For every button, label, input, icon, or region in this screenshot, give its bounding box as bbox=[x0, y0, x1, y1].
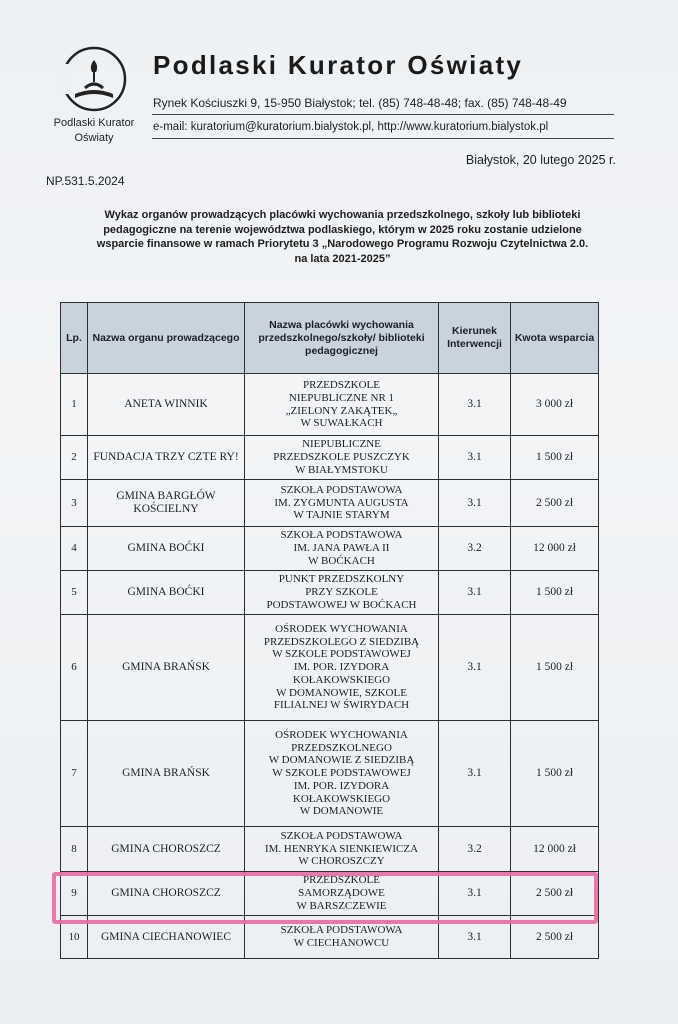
col-header-amount: Kwota wsparcia bbox=[511, 303, 599, 374]
header-rule-bottom bbox=[152, 138, 614, 139]
direction-cell: 3.1 bbox=[439, 872, 511, 916]
institution-name-cell: OŚRODEK WYCHOWANIA PRZEDSZKOLNEGO W DOMANOWIE Z SIEDZIBĄ W SZKOLE PODSTAWOWEJ IM. POR. IZYDORA KOŁAKOWSKIEGO W DOMANOWIE bbox=[245, 721, 439, 827]
organ-name-cell: GMINA CHOROSZCZ bbox=[88, 827, 245, 872]
direction-cell: 3.2 bbox=[439, 527, 511, 571]
col-header-institution: Nazwa placówki wychowania przedszkolnego/szkoły/ biblioteki pedagogicznej bbox=[245, 303, 439, 374]
contact-line: e-mail: kuratorium@kuratorium.bialystok.pl, http://www.kuratorium.bialystok.pl bbox=[153, 121, 549, 133]
heading-line: wsparcie finansowe w ramach Priorytetu 3 „Narodowego Programu Rozwoju Czytelnictwa 2.0. bbox=[96, 238, 589, 250]
org-title: Podlaski Kurator Oświaty bbox=[153, 50, 524, 80]
direction-cell: 3.1 bbox=[439, 571, 511, 615]
row-number-cell: 2 bbox=[61, 436, 88, 480]
table-row bbox=[61, 721, 599, 827]
col-header-organ: Nazwa organu prowadzącego bbox=[88, 303, 245, 374]
row-number-cell: 3 bbox=[61, 480, 88, 527]
organ-name-cell: GMINA CHOROSZCZ bbox=[88, 872, 245, 916]
table-header-row bbox=[61, 303, 599, 374]
organ-name-cell: GMINA BRAŃSK bbox=[88, 721, 245, 827]
table-row bbox=[61, 827, 599, 872]
row-number-cell: 10 bbox=[61, 916, 88, 959]
row-number-cell: 1 bbox=[61, 374, 88, 436]
table-row bbox=[61, 374, 599, 436]
institution-name-cell: PRZEDSZKOLE SAMORZĄDOWE W BARSZCZEWIE bbox=[245, 872, 439, 916]
row-number-cell: 4 bbox=[61, 527, 88, 571]
logo-caption-line1: Podlaski Kurator bbox=[53, 117, 135, 129]
row-number-cell: 6 bbox=[61, 615, 88, 721]
organ-name-cell: GMINA BARGŁÓW KOŚCIELNY bbox=[88, 480, 245, 527]
table-row bbox=[61, 571, 599, 615]
row-number-cell: 8 bbox=[61, 827, 88, 872]
organ-name-cell: ANETA WINNIK bbox=[88, 374, 245, 436]
support-table-wrapper bbox=[60, 302, 598, 959]
col-header-lp: Lp. bbox=[61, 303, 88, 374]
amount-cell: 1 500 zł bbox=[511, 721, 599, 827]
address-line: Rynek Kościuszki 9, 15-950 Białystok; tel. (85) 748-48-48; fax. (85) 748-48-49 bbox=[153, 96, 567, 110]
reference-number: NP.531.5.2024 bbox=[46, 174, 125, 188]
col-header-direction: Kierunek Interwencji bbox=[439, 303, 511, 374]
support-table bbox=[60, 302, 599, 959]
row-number-cell: 5 bbox=[61, 571, 88, 615]
table-row bbox=[61, 916, 599, 959]
amount-cell: 12 000 zł bbox=[511, 827, 599, 872]
organ-name-cell: FUNDACJA TRZY CZTE RY! bbox=[88, 436, 245, 480]
direction-cell: 3.1 bbox=[439, 374, 511, 436]
table-row bbox=[61, 615, 599, 721]
amount-cell: 2 500 zł bbox=[511, 916, 599, 959]
amount-cell: 12 000 zł bbox=[511, 527, 599, 571]
institution-name-cell: PUNKT PRZEDSZKOLNY PRZY SZKOLE PODSTAWOWEJ W BOĆKACH bbox=[245, 571, 439, 615]
row-number-cell: 7 bbox=[61, 721, 88, 827]
heading-line: na lata 2021-2025” bbox=[294, 252, 391, 265]
institution-name-cell: SZKOŁA PODSTAWOWA IM. ZYGMUNTA AUGUSTA W TAJNIE STARYM bbox=[245, 480, 439, 527]
direction-cell: 3.1 bbox=[439, 480, 511, 527]
row-number-cell: 9 bbox=[61, 872, 88, 916]
kuratorium-logo bbox=[48, 44, 140, 146]
document-heading bbox=[70, 208, 615, 266]
amount-cell: 1 500 zł bbox=[511, 436, 599, 480]
direction-cell: 3.1 bbox=[439, 916, 511, 959]
table-row bbox=[61, 436, 599, 480]
table-row bbox=[61, 527, 599, 571]
heading-line: Wykaz organów prowadzących placówki wychowania przedszkolnego, szkoły lub biblioteki bbox=[104, 209, 581, 221]
amount-cell: 2 500 zł bbox=[511, 872, 599, 916]
amount-cell: 3 000 zł bbox=[511, 374, 599, 436]
organ-name-cell: GMINA BOĆKI bbox=[88, 527, 245, 571]
direction-cell: 3.1 bbox=[439, 436, 511, 480]
direction-cell: 3.1 bbox=[439, 721, 511, 827]
institution-name-cell: NIEPUBLICZNE PRZEDSZKOLE PUSZCZYK W BIAŁYMSTOKU bbox=[245, 436, 439, 480]
amount-cell: 1 500 zł bbox=[511, 615, 599, 721]
header-rule bbox=[152, 114, 614, 115]
amount-cell: 1 500 zł bbox=[511, 571, 599, 615]
direction-cell: 3.1 bbox=[439, 615, 511, 721]
logo-caption-line2: Oświaty bbox=[74, 132, 114, 144]
heading-line: pedagogiczne na terenie województwa podlaskiego, którym w 2025 roku zostanie udzielone bbox=[103, 223, 582, 236]
institution-name-cell: SZKOŁA PODSTAWOWA IM. HENRYKA SIENKIEWICZA W CHOROSZCZY bbox=[245, 827, 439, 872]
organ-name-cell: GMINA BRAŃSK bbox=[88, 615, 245, 721]
direction-cell: 3.2 bbox=[439, 827, 511, 872]
organ-name-cell: GMINA CIECHANOWIEC bbox=[88, 916, 245, 959]
institution-name-cell: SZKOŁA PODSTAWOWA W CIECHANOWCU bbox=[245, 916, 439, 959]
organ-name-cell: GMINA BOĆKI bbox=[88, 571, 245, 615]
table-row bbox=[61, 480, 599, 527]
amount-cell: 2 500 zł bbox=[511, 480, 599, 527]
lamp-on-book-icon bbox=[59, 44, 129, 116]
table-row bbox=[61, 872, 599, 916]
institution-name-cell: SZKOŁA PODSTAWOWA IM. JANA PAWŁA II W BOĆKACH bbox=[245, 527, 439, 571]
institution-name-cell: PRZEDSZKOLE NIEPUBLICZNE NR 1 „ZIELONY ZAKĄTEK„ W SUWAŁKACH bbox=[245, 374, 439, 436]
document-date: Białystok, 20 lutego 2025 r. bbox=[465, 153, 616, 167]
institution-name-cell: OŚRODEK WYCHOWANIA PRZEDSZKOLEGO Z SIEDZIBĄ W SZKOLE PODSTAWOWEJ IM. POR. IZYDORA KOŁAKOWSKIEGO W DOMANOWIE, SZKOLE FILIALNEJ W ŚWIRYDACH bbox=[245, 615, 439, 721]
